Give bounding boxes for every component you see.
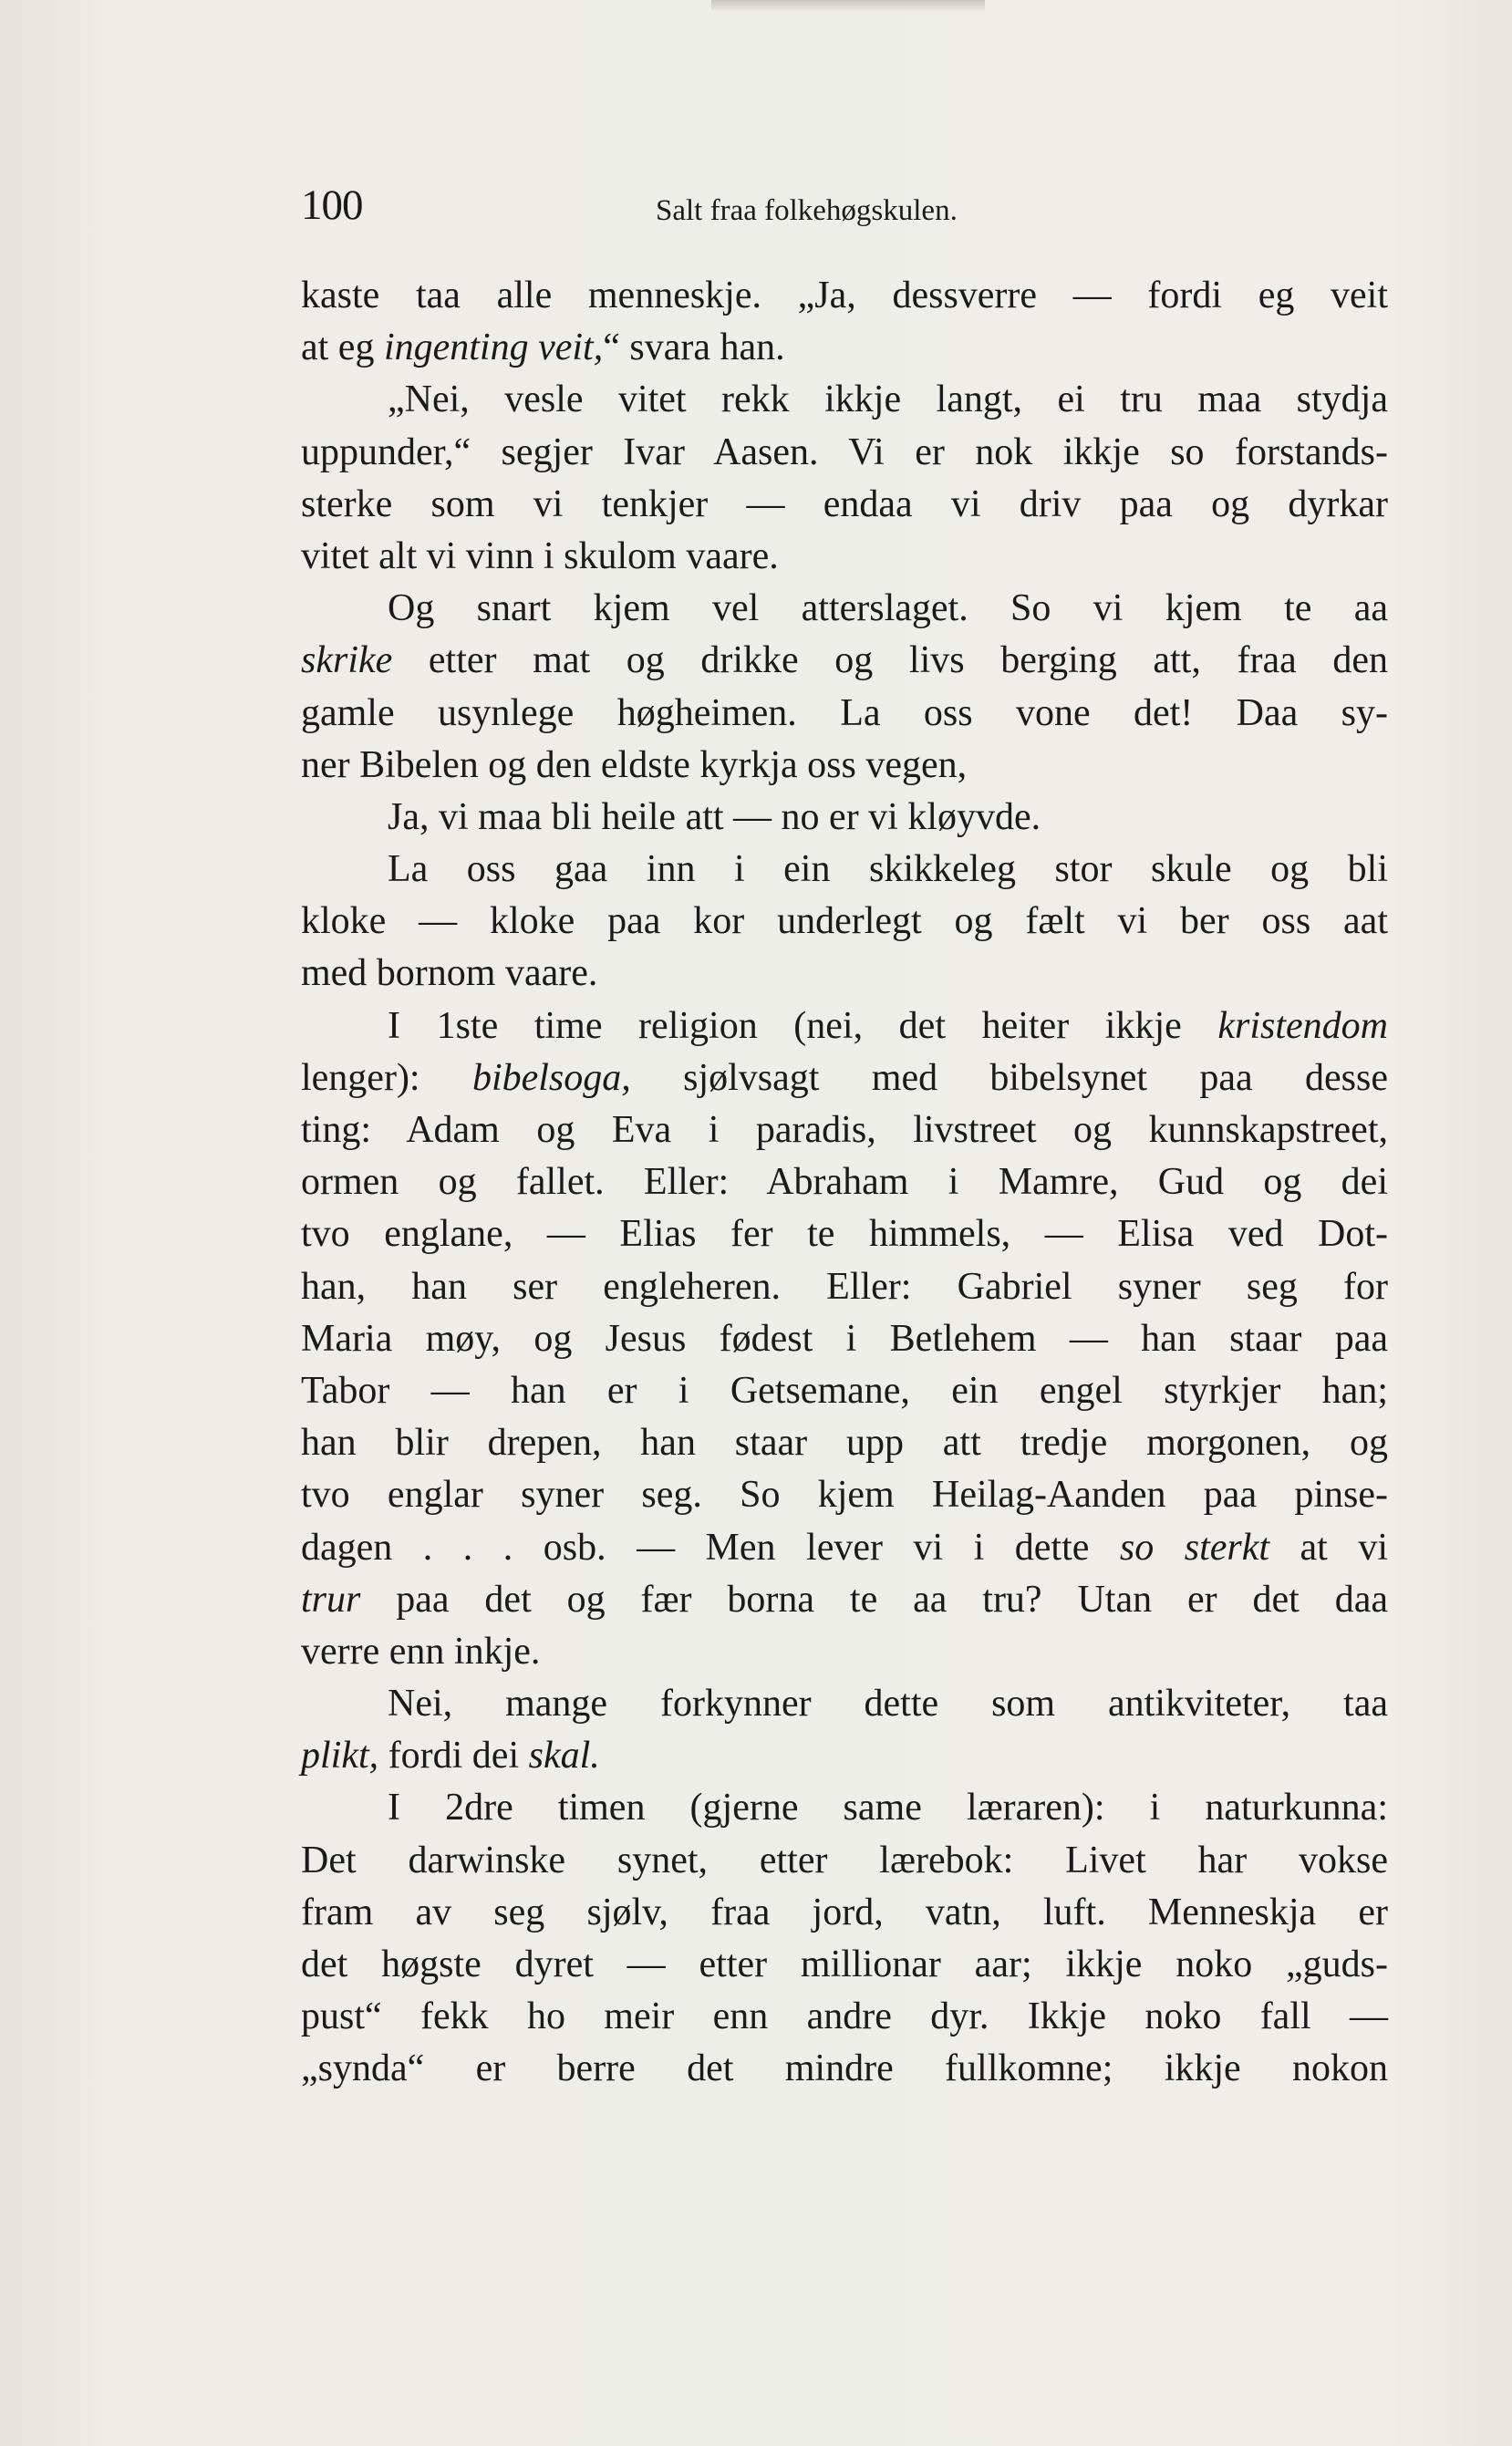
text-line: [301, 896, 1388, 948]
text-line: [301, 1000, 1388, 1052]
text-line: [301, 1730, 1388, 1782]
text-segment: han blir drepen, han staar upp att tredje morgonen, og: [301, 1422, 1388, 1465]
text-segment: med bornom vaare.: [301, 952, 598, 995]
text-line: [301, 427, 1388, 479]
text-line: [301, 1574, 1388, 1626]
running-title: Salt fraa folkehøgskulen.: [656, 194, 958, 227]
text-segment: at vi: [1269, 1526, 1389, 1569]
text-segment: fordi dei: [378, 1735, 529, 1777]
text-segment: tvo englar syner seg. So kjem Heilag-Aanden paa pinse-: [301, 1474, 1388, 1517]
text-line: [301, 635, 1388, 687]
text-segment: dagen . . . osb. — Men lever vi i dette: [301, 1526, 1120, 1569]
text-segment: Tabor — han er i Getsemane, ein engel styrkjer han;: [301, 1369, 1388, 1412]
text-segment: verre enn inkje.: [301, 1630, 541, 1673]
italic-text: trur: [301, 1578, 361, 1621]
text-segment: Nei, mange forkynner dette som antikviteter, taa: [388, 1683, 1388, 1726]
text-segment: fram av seg sjølv, fraa jord, vatn, luft. Menneskja er: [301, 1891, 1388, 1933]
text-line: [301, 270, 1388, 322]
text-line: [301, 844, 1388, 896]
italic-text: skrike: [301, 639, 393, 682]
text-line: [301, 1261, 1388, 1313]
text-line: [301, 1522, 1388, 1574]
text-line: [301, 2043, 1388, 2095]
text-segment: vitet alt vi vinn i skulom vaare.: [301, 534, 779, 577]
text-line: [301, 1678, 1388, 1730]
text-segment: paa det og fær borna te aa tru? Utan er det daa: [360, 1578, 1388, 1621]
text-line: [301, 688, 1388, 740]
text-segment: det høgste dyret — etter millionar aar; ikkje noko „guds-: [301, 1943, 1388, 1985]
italic-text: bibelsoga,: [471, 1056, 631, 1099]
text-segment: Ja, vi maa bli heile att — no er vi kløyvde.: [388, 795, 1041, 838]
text-line: [301, 792, 1388, 844]
page-header: [301, 178, 1388, 242]
text-line: [301, 1208, 1388, 1260]
text-segment: ner Bibelen og den eldste kyrkja oss vegen,: [301, 743, 968, 786]
italic-text: plikt,: [301, 1735, 379, 1777]
text-segment: tvo englane, — Elias fer te himmels, — Elisa ved Dot-: [301, 1213, 1388, 1256]
text-line: [301, 374, 1388, 426]
text-line: [301, 1365, 1388, 1417]
text-segment: han, han ser engleheren. Eller: Gabriel syner seg for: [301, 1265, 1388, 1308]
text-segment: ting: Adam og Eva i paradis, livstreet og kunnskapstreet,: [301, 1109, 1388, 1151]
scan-edge-mark: [711, 0, 985, 13]
text-segment: Og snart kjem vel atterslaget. So vi kjem te aa: [388, 587, 1388, 630]
text-line: [301, 1991, 1388, 2043]
text-segment: Maria møy, og Jesus fødest i Betlehem — han staar paa: [301, 1317, 1388, 1360]
text-segment: kaste taa alle menneskje. „Ja, dessverre — fordi eg veit: [301, 275, 1388, 316]
text-segment: “ svara han.: [603, 326, 785, 369]
text-line: [301, 1782, 1388, 1834]
text-line: [301, 1939, 1388, 1991]
text-line: [301, 1104, 1388, 1156]
text-segment: „synda“ er berre det mindre fullkomne; ikkje nokon: [301, 2047, 1388, 2090]
text-segment: kloke — kloke paa kor underlegt og fælt vi ber oss aat: [301, 900, 1388, 943]
text-line: [301, 1626, 1388, 1678]
text-segment: etter mat og drikke og livs berging att, fraa den: [392, 639, 1388, 682]
text-line: [301, 1887, 1388, 1939]
text-line: [301, 1313, 1388, 1365]
text-segment: Det darwinske synet, etter lærebok: Livet har vokse: [301, 1839, 1388, 1881]
italic-text: skal.: [528, 1735, 600, 1777]
text-segment: I 2dre timen (gjerne same læraren): i naturkunna:: [388, 1787, 1388, 1829]
text-line: [301, 531, 1388, 583]
text-line: [301, 740, 1388, 792]
text-line: [301, 479, 1388, 531]
text-segment: gamle usynlege høgheimen. La oss vone det! Daa sy-: [301, 691, 1388, 734]
text-segment: lenger):: [301, 1056, 472, 1099]
text-segment: sterke som vi tenkjer — endaa vi driv paa og dyrkar: [301, 482, 1388, 525]
text-line: [301, 1156, 1388, 1208]
text-segment: „Nei, vesle vitet rekk ikkje langt, ei tru maa stydja: [388, 378, 1388, 421]
text-line: [301, 1835, 1388, 1887]
text-line: [301, 583, 1388, 635]
text-segment: I 1ste time religion (nei, det heiter ikkje: [388, 1004, 1218, 1047]
text-segment: ormen og fallet. Eller: Abraham i Mamre, Gud og dei: [301, 1161, 1388, 1204]
text-segment: uppunder,“ segjer Ivar Aasen. Vi er nok ikkje so forstands-: [301, 430, 1388, 473]
text-segment: sjølvsagt med bibelsynet paa desse: [630, 1056, 1388, 1099]
text-line: [301, 1417, 1388, 1469]
text-line: [301, 322, 1388, 374]
body-text: [301, 270, 1388, 2096]
italic-text: so sterkt: [1119, 1526, 1270, 1569]
italic-text: kristendom: [1217, 1004, 1388, 1047]
page-number: 100: [301, 181, 363, 229]
text-line: [301, 1052, 1388, 1104]
italic-text: ingenting veit,: [383, 326, 604, 369]
text-segment: La oss gaa inn i ein skikkeleg stor skule og bli: [388, 848, 1388, 891]
text-line: [301, 1469, 1388, 1521]
text-line: [301, 948, 1388, 1000]
text-segment: pust“ fekk ho meir enn andre dyr. Ikkje noko fall —: [301, 1995, 1388, 2038]
text-segment: at eg: [301, 326, 384, 369]
